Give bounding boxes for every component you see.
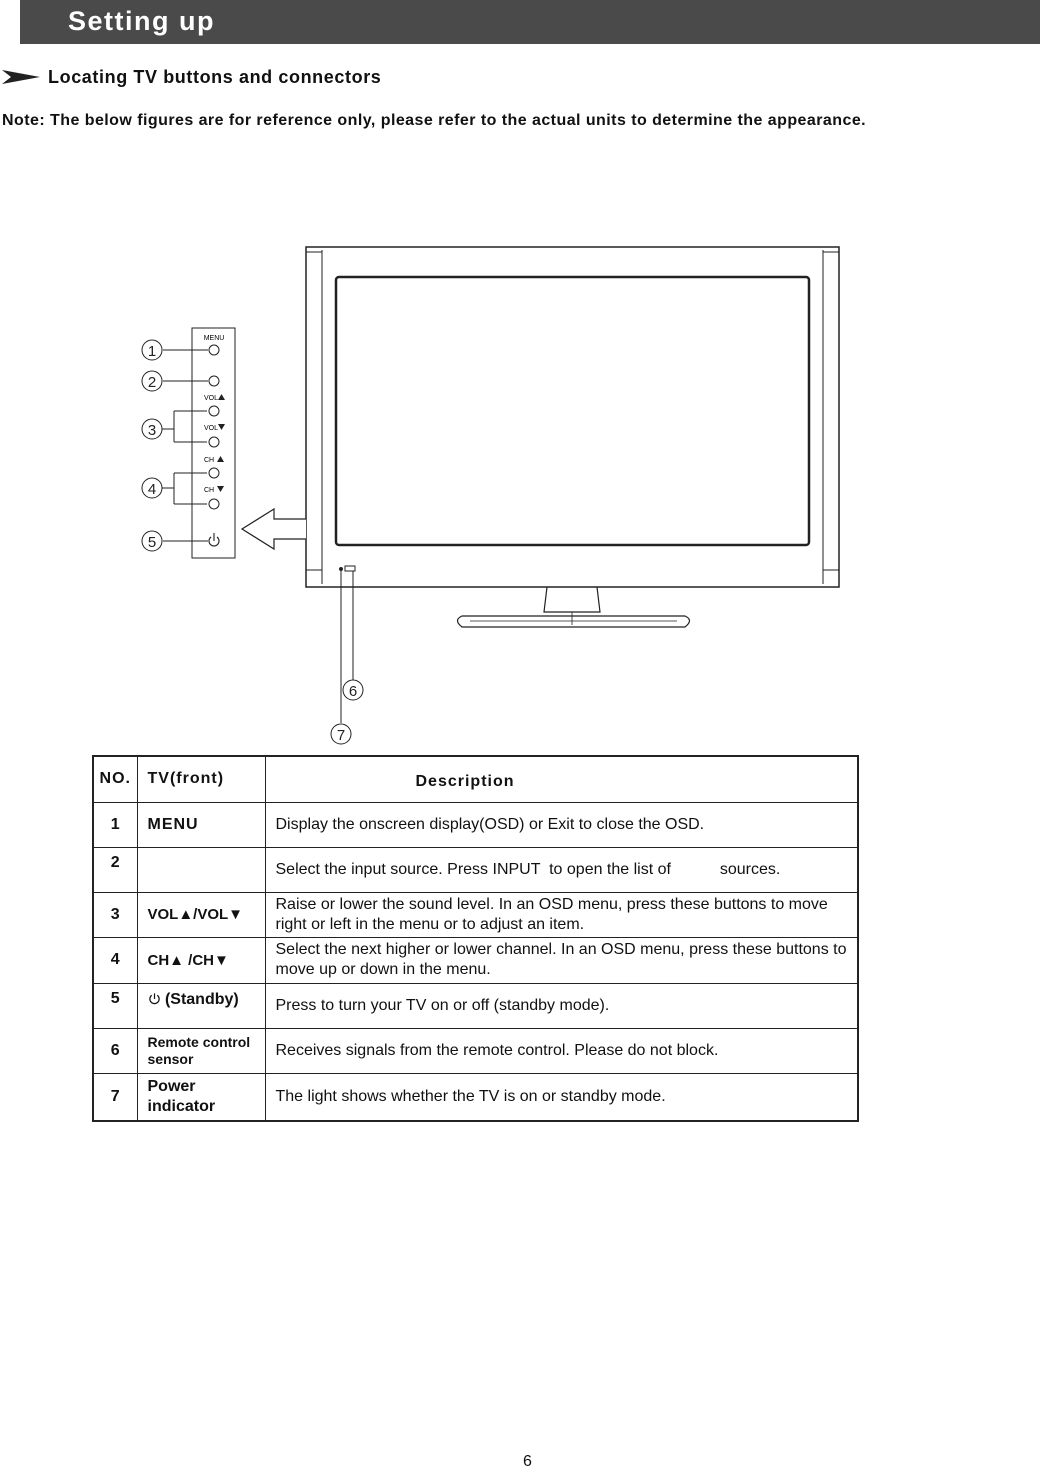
table-row: [93, 937, 858, 983]
callout-label-2: 2: [147, 374, 157, 391]
section-title: Locating TV buttons and connectors: [48, 67, 382, 87]
panel-label-vol-down: VOL: [204, 425, 219, 432]
standby-power-icon: [148, 992, 161, 1005]
callout-label-5: 5: [147, 534, 157, 551]
side-button-panel: [192, 328, 235, 558]
row-description: Raise or lower the sound level. In an OSD menu, press these buttons to move right or left in the menu or to adjust an item.: [265, 892, 858, 937]
tv-screen: [336, 277, 809, 545]
header-no: NO.: [93, 756, 137, 802]
vol-up-button-icon: [209, 406, 219, 416]
page-number: 6: [523, 1453, 532, 1470]
vol-down-button-icon: [209, 437, 219, 447]
callout-label-1: 1: [147, 343, 157, 360]
row-no: 3: [93, 892, 137, 937]
row-no: 7: [93, 1073, 137, 1121]
table-row: [93, 1028, 858, 1073]
row-no: 4: [93, 937, 137, 983]
ch-down-button-icon: [209, 499, 219, 509]
input-button-icon: [209, 376, 219, 386]
page-title: Setting up: [68, 6, 215, 36]
row-tv-label: Power indicator: [137, 1073, 265, 1121]
tv-illustration: [306, 247, 839, 627]
callout-label-6: 6: [348, 683, 358, 700]
row-no: 1: [93, 802, 137, 847]
callout-label-3: 3: [147, 422, 157, 439]
row-description: Select the next higher or lower channel. In an OSD menu, press these buttons to move up or down in the menu.: [265, 937, 858, 983]
row-description: Receives signals from the remote control. Please do not block.: [265, 1028, 858, 1073]
table-header-row: [93, 756, 858, 802]
table-row: [93, 802, 858, 847]
row-description: Select the input source. Press INPUT to open the list of sources.: [265, 847, 858, 892]
row-description: Press to turn your TV on or off (standby mode).: [265, 983, 858, 1028]
row-description: The light shows whether the TV is on or standby mode.: [265, 1073, 858, 1121]
row-tv-label: [137, 983, 265, 1028]
row-tv-label: MENU: [137, 802, 265, 847]
row-no: 5: [93, 983, 137, 1028]
table-row: [93, 983, 858, 1028]
row-no: 6: [93, 1028, 137, 1073]
note-text: Note: The below figures are for reference only, please refer to the actual units to determine the appearance.: [2, 112, 867, 129]
table-row: [93, 892, 858, 937]
callout-label-7: 7: [336, 727, 346, 744]
panel-label-menu: MENU: [203, 335, 225, 342]
header-tv: TV(front): [137, 756, 265, 802]
ch-up-button-icon: [209, 468, 219, 478]
table-row: [93, 847, 858, 892]
row-tv-label: Remote control sensor: [137, 1028, 265, 1073]
row-tv-label: [137, 847, 265, 892]
row-description: Display the onscreen display(OSD) or Exit to close the OSD.: [265, 802, 858, 847]
standby-label: (Standby): [164, 990, 239, 1008]
row-tv-label: VOL▲/VOL▼: [137, 892, 265, 937]
panel-label-ch-up: CH: [204, 457, 215, 464]
panel-label-vol-up: VOL: [204, 395, 219, 402]
power-icon: [209, 533, 219, 546]
row-tv-label: CH▲ /CH▼: [137, 937, 265, 983]
panel-label-ch-down: CH: [204, 487, 215, 494]
buttons-table: [92, 755, 859, 1122]
pointer-arrow-icon: [242, 509, 306, 549]
header-description: Description: [265, 756, 858, 802]
menu-button-icon: [209, 345, 219, 355]
row-no: 2: [93, 847, 137, 892]
callout-label-4: 4: [147, 481, 157, 498]
table-row: [93, 1073, 858, 1121]
